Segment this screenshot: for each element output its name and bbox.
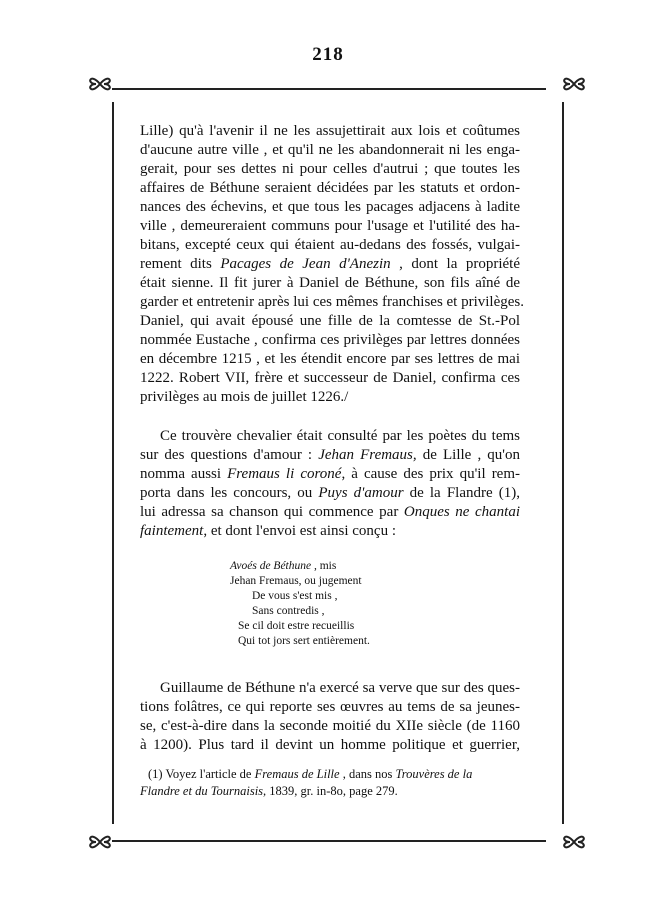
text-line: affaires de Béthune seraient décidées par les statuts et ordon- <box>140 180 520 196</box>
poem-line <box>230 589 520 604</box>
text-line: était sienne. Il fit jurer à Daniel de Béthune, son fils aîné de <box>140 275 520 291</box>
poem-line <box>230 604 520 619</box>
text-line <box>140 484 520 503</box>
paragraph-3 <box>140 679 520 755</box>
text-line: Ce trouvère chevalier était consulté par les poètes du tems <box>160 428 520 444</box>
main-text <box>140 122 525 755</box>
footnote-line <box>140 783 540 800</box>
text-line: en décembre 1215 , et les étendit encore par ses lettres de mai <box>140 351 520 367</box>
text-segment: Se cil doit estre recueillis <box>238 620 355 632</box>
text-line: à 1200). Plus tard il devint un homme politique et guerrier, <box>140 737 520 753</box>
text-line: Daniel, qui avait épousé une fille de la comtesse de St.-Pol <box>140 313 520 329</box>
text-segment: mis <box>316 560 337 572</box>
text-line: nances des échevins, et que tous les pacages adjacens à ladite <box>140 199 520 215</box>
italic-segment: Avoés de Béthune , <box>230 560 317 572</box>
text-segment: Sans contredis , <box>252 605 325 617</box>
text-line: tions folâtres, ce qui reporte ses œuvres au tems de sa jeunes- <box>140 699 520 715</box>
text-line: nommée Eustache , confirma ces privilèges par lettres données <box>140 332 520 348</box>
italic-segment: Trouvères de la <box>395 767 473 781</box>
text-segment: , à cause des prix qu'il rem- <box>341 466 521 482</box>
poem-line <box>230 559 520 574</box>
text-line <box>140 503 520 522</box>
text-segment: de la Flandre (1), <box>403 485 520 501</box>
italic-segment: Puys d'amour <box>318 485 404 501</box>
corner-ornament-bottom-right-icon <box>560 828 588 856</box>
poem-line <box>230 619 520 634</box>
text-line: privilèges au mois de juillet 1226./ <box>140 389 349 405</box>
text-line <box>140 255 520 274</box>
paragraph-1 <box>140 122 525 407</box>
italic-segment: Fremaus li coroné <box>227 466 342 482</box>
text-segment: (1) Voyez l'article de <box>148 767 255 781</box>
italic-segment: Pacages de Jean d'Anezin <box>220 256 391 272</box>
text-line: Guillaume de Béthune n'a exercé sa verve que sur des ques- <box>160 680 520 696</box>
text-line: gerait, pour ses dettes ni pour celles d'autrui ; que toutes les <box>140 161 520 177</box>
text-line: ville , demeureraient communs pour l'usage et l'utilité des ha- <box>140 218 520 234</box>
footnote <box>140 766 540 800</box>
text-line: 1222. Robert VII, frère et successeur de Daniel, confirma ces <box>140 370 520 386</box>
footnote-line <box>140 766 540 783</box>
text-segment: Jehan Fremaus, ou jugement <box>230 575 362 587</box>
frame-bottom-rule <box>112 840 546 842</box>
italic-segment: Onques ne chantai <box>403 504 520 520</box>
text-line: bitans, excepté ceux qui étaient au-dedans des fossés, vulgai- <box>140 237 520 253</box>
italic-segment: faintement <box>140 523 204 539</box>
poem-envoi <box>230 559 520 649</box>
text-line <box>140 522 520 541</box>
text-line <box>140 446 520 465</box>
poem-line <box>230 634 520 649</box>
text-segment: nomma aussi <box>140 466 228 482</box>
corner-ornament-bottom-left-icon <box>86 828 114 856</box>
text-line: d'aucune autre ville , et qu'il ne les abandonnerait ni les enga- <box>140 142 520 158</box>
text-segment: sur des questions d'amour : <box>140 447 319 463</box>
text-segment: , dont la propriété <box>390 256 520 272</box>
text-segment: De vous s'est mis , <box>252 590 338 602</box>
text-line <box>140 465 520 484</box>
text-segment: 1839, gr. in-8o, page 279. <box>266 784 398 798</box>
text-segment: porta dans les concours, ou <box>140 485 319 501</box>
text-line: Lille) qu'à l'avenir il ne les assujettirait aux lois et coûtumes <box>140 123 520 139</box>
text-segment: rement dits <box>140 256 221 272</box>
text-segment: , dans nos <box>339 767 396 781</box>
page-number: 218 <box>312 44 344 65</box>
poem-line <box>230 574 520 589</box>
frame-left-rule <box>112 102 114 824</box>
text-segment: Qui tot jors sert entièrement. <box>238 635 370 647</box>
frame-right-rule <box>562 102 564 824</box>
frame-top-rule <box>112 88 546 90</box>
corner-ornament-top-right-icon <box>560 70 588 98</box>
corner-ornament-top-left-icon <box>86 70 114 98</box>
text-segment: , et dont l'envoi est ainsi conçu : <box>203 523 396 539</box>
text-line: se, c'est-à-dire dans la seconde moitié du XIIe siècle (de 1160 <box>140 718 520 734</box>
text-segment: lui adressa sa chanson qui commence par <box>140 504 404 520</box>
italic-segment: Fremaus de Lille <box>254 767 340 781</box>
italic-segment: Jehan Fremaus, <box>318 447 417 463</box>
italic-segment: Flandre et du Tournaisis, <box>140 784 267 798</box>
text-line: garder et entretenir après lui ces mêmes franchises et privilèges. <box>140 294 525 310</box>
paragraph-2 <box>140 427 520 541</box>
text-segment: de Lille , qu'on <box>416 447 521 463</box>
